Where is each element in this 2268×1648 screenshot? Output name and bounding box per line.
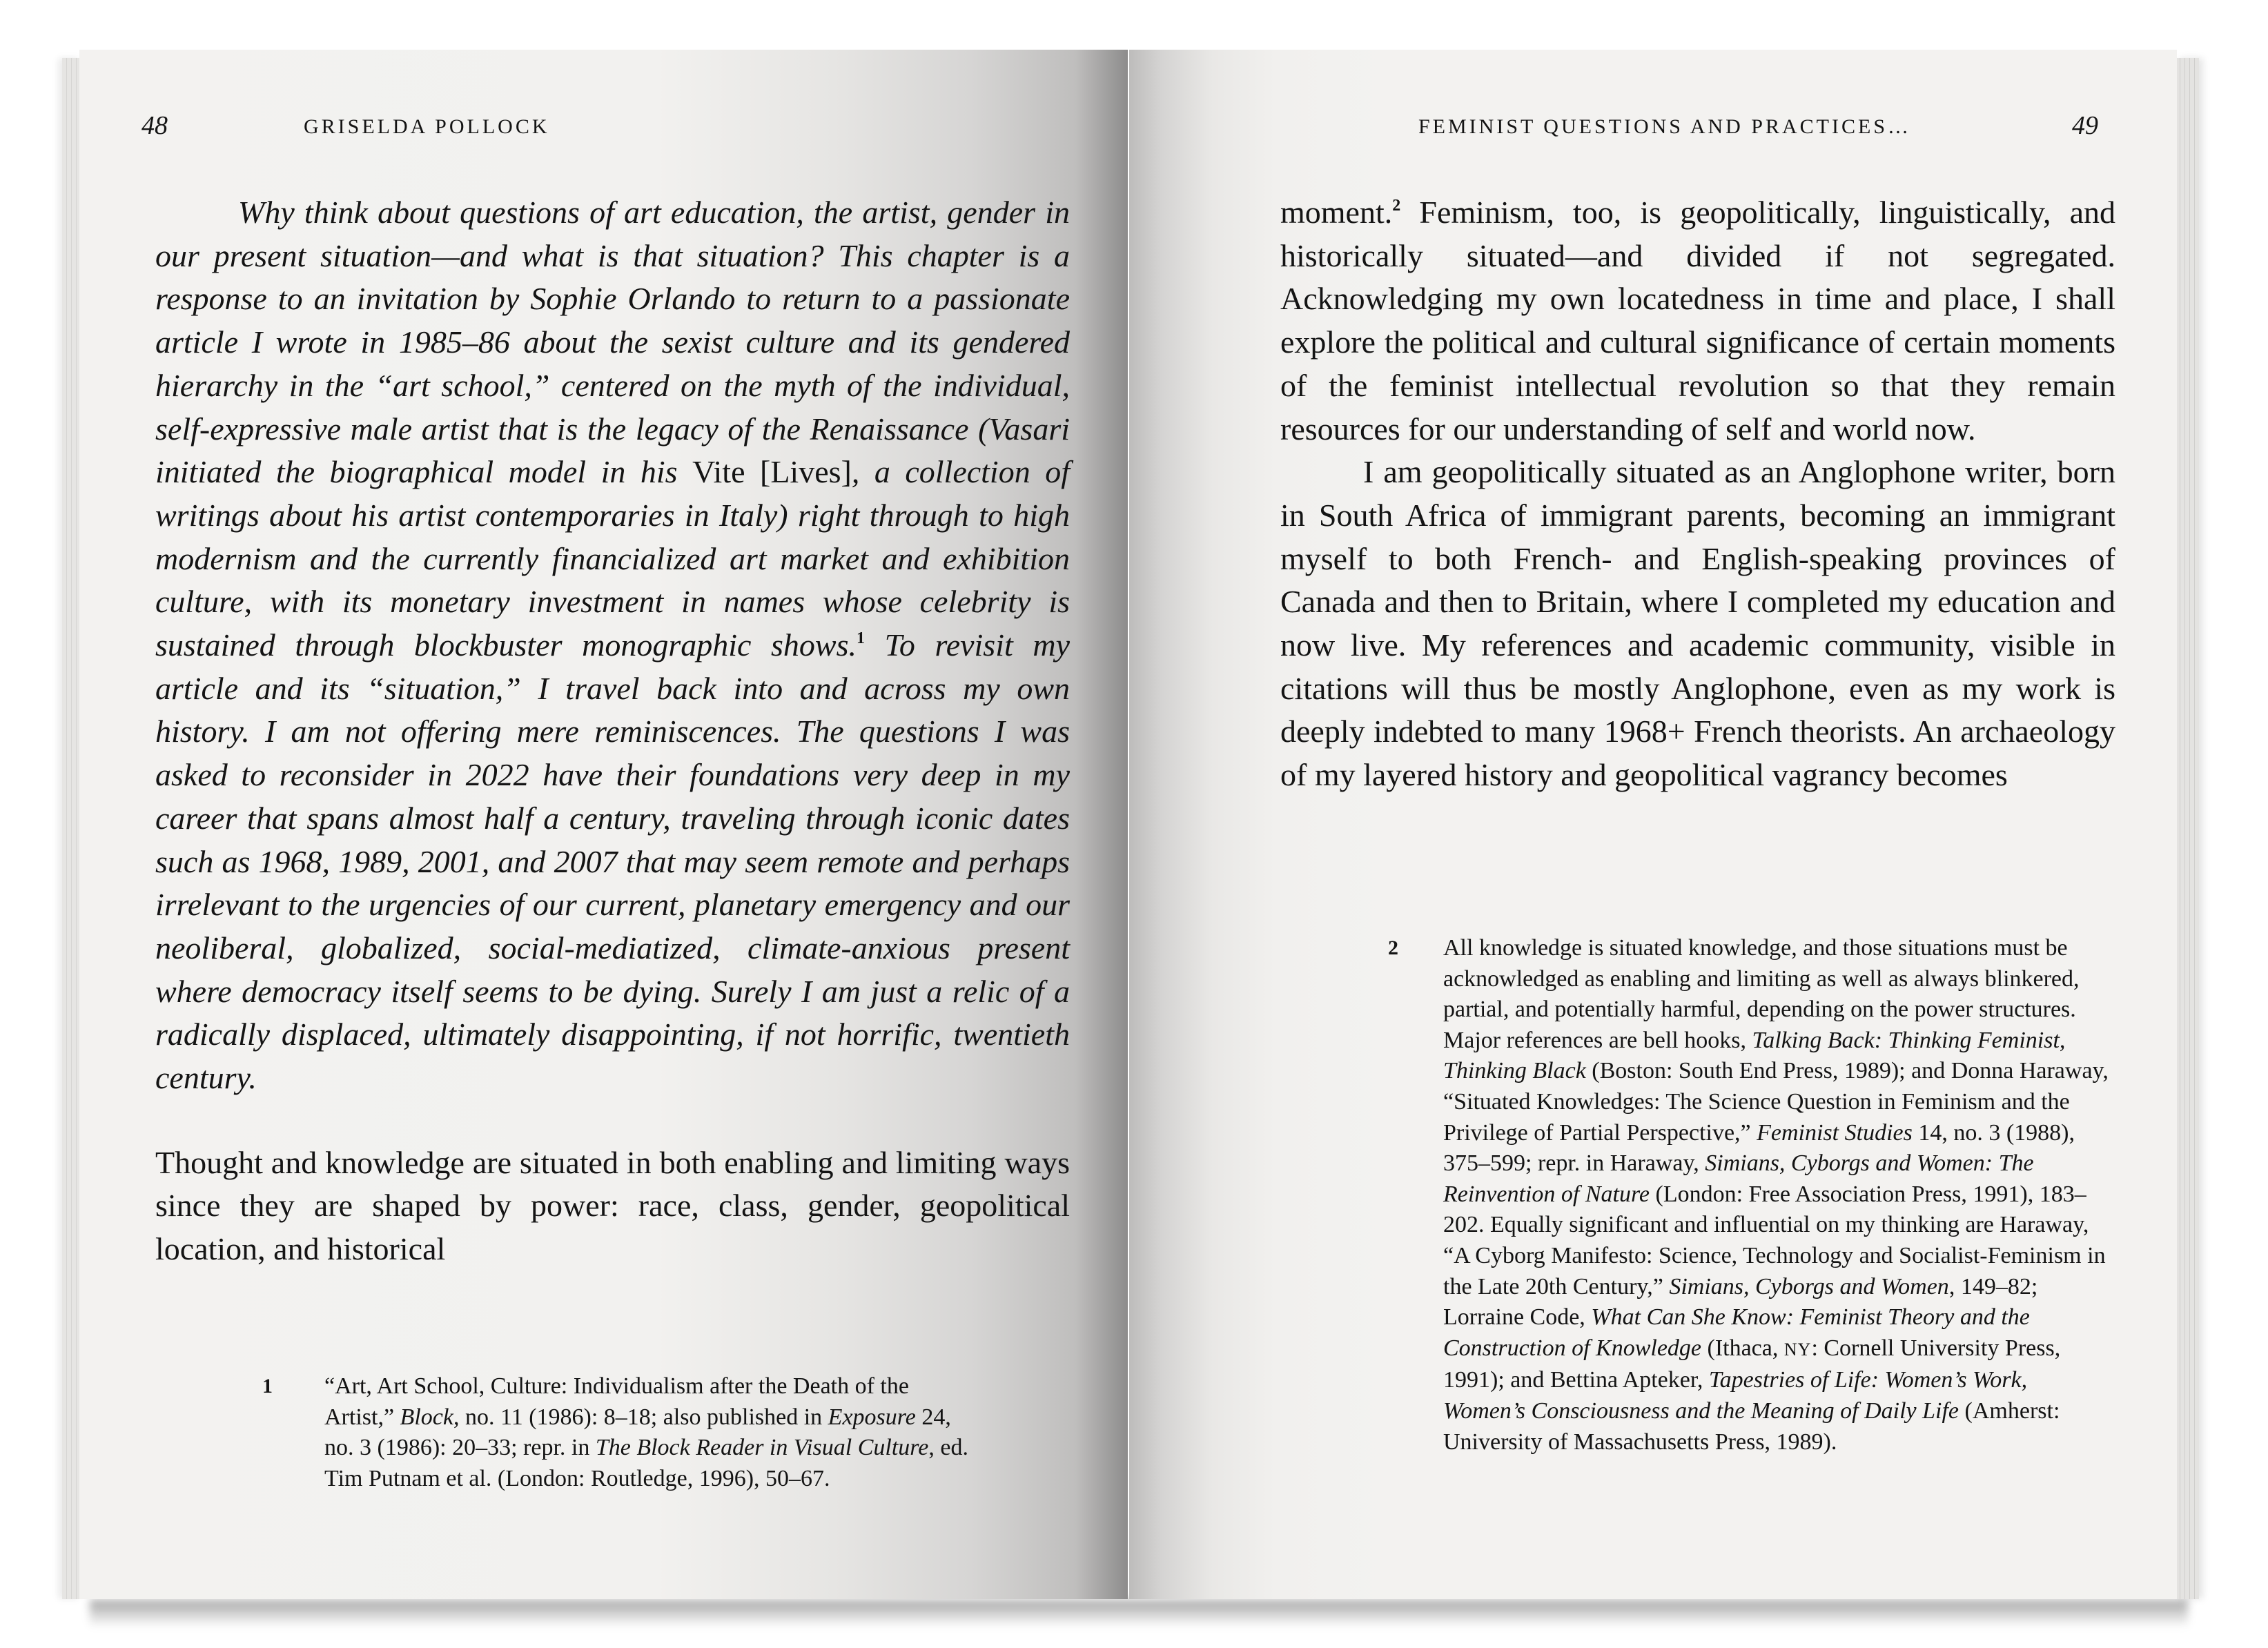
running-head-author: GRISELDA POLLOCK [304, 115, 550, 138]
right-page-stack-edges [2176, 58, 2199, 1599]
footnote-text: All knowledge is situated knowledge, and those situations must be acknowledged as enabling and limiting as well as always blinkered, partial, and potentially harmful, depending on the power structures. Major references are bell hooks, Talking Back: Thinking Feminist, Thinking Black (Boston: South End Press, 1989); and Donna Haraway, “Situated Knowledges: The Science Question in Feminism and the Privilege of Partial Perspective,” Feminist Studies 14, no. 3 (1988), 375–599; repr. in Haraway, Simians, Cyborgs and Women: The Reinvention of Nature (London: Free Association Press, 1991), 183–202. Equally significant and influential on my thinking are Haraway, “A Cyborg Manifesto: Science, Technology and Socialist-Feminism in the Late 20th Century,” Simians, Cyborgs and Women, 149–82; Lorraine Code, What Can She Know: Feminist Theory and the Construction of Knowledge (Ithaca, NY: Cornell University Press, 1991); and Bettina Apteker, Tapestries of Life: Women’s Work, Women’s Consciousness and the Meaning of Daily Life (Amherst: University of Massachusetts Press, 1989). [1443, 935, 2109, 1455]
book-drop-shadow [90, 1600, 2188, 1627]
page-number-left: 48 [141, 111, 168, 140]
footnote-ref-2[interactable]: 2 [1392, 197, 1401, 215]
left-body-text [155, 191, 1070, 1271]
footnote-number: 2 [1388, 936, 1398, 959]
vite-title: Vite [Lives] [692, 454, 852, 490]
right-body-text [1280, 191, 2115, 797]
right-page [1129, 50, 2177, 1599]
running-head-chapter: FEMINIST QUESTIONS AND PRACTICES… [1418, 115, 1912, 138]
footnote-text: “Art, Art School, Culture: Individualism after the Death of the Artist,” Block, no. 11 (1986): 8–18; also published in Exposure 24, no. 3 (1986): 20–33; repr. in The Block Reader in Visual Culture, ed. Tim Putnam et al. (London: Routledge, 1996), 50–67. [324, 1373, 968, 1491]
footnote-ref-1[interactable]: 1 [856, 629, 865, 648]
italic-intro-paragraph: Why think about questions of art education, the artist, gender in our present situation—and what is that situation? This chapter is a response to an invitation by Sophie Orlando to return to a passionate article I wrote in 1985–86 about the sexist culture and its gendered hierarchy in the “art school,” centered on the myth of the individual, self-expressive male artist that is the legacy of the Renaissance (Vasari initiated the biographical model in his Vite [Lives], a collection of writings about his artist contemporaries in Italy) right through to high modernism and the currently financialized art market and exhibition culture, with its monetary investment in names whose celebrity is sustained through blockbuster monographic shows.$^1$ To revisit my article and its “situation,” I travel back into and across my own history. I am not offering mere reminiscences. The questions I was asked to reconsider in 2022 have their foundations very deep in my career that spans almost half a century, traveling through iconic dates such as 1968, 1989, 2001, and 2007 that may seem remote and perhaps irrelevant to the urgencies of our current, planetary emergency and our neoliberal, globalized, social-mediatized, climate-anxious present where democracy itself seems to be dying. Surely I am just a relic of a radically displaced, ultimately disappointing, if not horrific, twentieth century. [155, 195, 1070, 1096]
page-number-right: 49 [2072, 111, 2098, 140]
footnote-number: 1 [262, 1375, 273, 1397]
body-paragraph: Thought and knowledge are situated in both enabling and limiting ways since they are shaped by power: race, class, gender, geopolitical location, and historical [155, 1144, 1070, 1267]
left-page [79, 50, 1128, 1599]
continued-paragraph: moment.$^2$ Feminism, too, is geopolitically, linguistically, and historically situated—and divided if not segregated. Acknowledging my own locatedness in time and place, I shall explore the political and cultural significance of certain moments of the feminist intellectual revolution so that they remain resources for our understanding of self and world now. [1280, 195, 2115, 447]
body-paragraph-2: I am geopolitically situated as an Anglophone writer, born in South Africa of immigrant parents, becoming an immigrant myself to both French- and English-speaking provinces of Canada and then to Britain, where I completed my education and now live. My references and academic community, visible in citations will thus be mostly Anglophone, even as my work is deeply indebted to many 1968+ French theorists. An archaeology of my layered history and geopolitical vagrancy becomes [1280, 454, 2115, 793]
